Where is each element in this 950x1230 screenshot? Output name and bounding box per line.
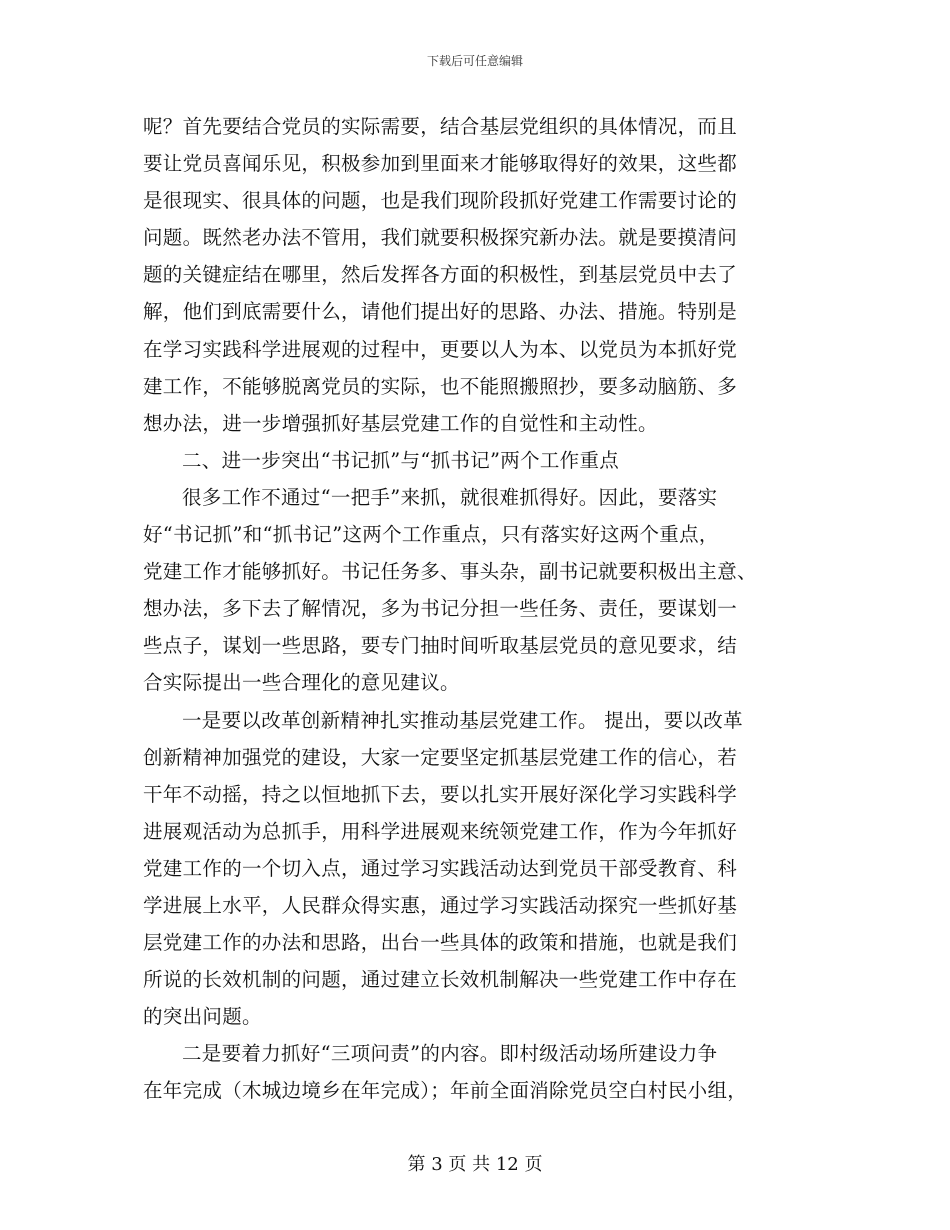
text-line: 解，他们到底需要什么，请他们提出好的思路、办法、措施。特别是 [143, 300, 738, 324]
text-line: 在学习实践科学进展观的过程中，更要以人为本、以党员为本抓好党 [143, 337, 738, 361]
text-line: 些点子，谋划一些思路，要专门抽时间听取基层党员的意见要求，结 [143, 634, 738, 658]
text-line: 学进展上水平，人民群众得实惠，通过学习实践活动探究一些抓好基 [143, 893, 738, 917]
page-header: 下载后可任意编辑 [426, 54, 523, 68]
text-line: 在年完成（木城边境乡在年完成）；年前全面消除党员空白村民小组， [143, 1079, 748, 1103]
text-line: 所说的长效机制的问题，通过建立长效机制解决一些党建工作中存在 [143, 968, 738, 992]
text-line: 党建工作的一个切入点，通过学习实践活动达到党员干部受教育、科 [143, 856, 738, 880]
text-line: 是很现实、很具体的问题，也是我们现阶段抓好党建工作需要讨论的 [143, 189, 738, 213]
text-line: 建工作，不能够脱离党员的实际，也不能照搬照抄，要多动脑筋、多 [143, 374, 738, 398]
text-line: 问题。既然老办法不管用，我们就要积极探究新办法。就是要摸清问 [143, 226, 738, 250]
text-line: 干年不动摇，持之以恒地抓下去，要以扎实开展好深化学习实践科学 [143, 782, 738, 806]
text-line: 题的关键症结在哪里，然后发挥各方面的积极性，到基层党员中去了 [143, 263, 738, 287]
document-body [143, 108, 813, 1110]
page-footer: 第 3 页 共 12 页 [407, 1154, 543, 1175]
text-line: 呢？首先要结合党员的实际需要，结合基层党组织的具体情况，而且 [143, 115, 738, 138]
text-line: 二是要着力抓好“三项问责”的内容。即村级活动场所建设力争 [182, 1042, 718, 1066]
text-line: 的突出问题。 [143, 1005, 262, 1029]
text-line: 层党建工作的办法和思路，出台一些具体的政策和措施，也就是我们 [143, 931, 738, 955]
section-heading: 二、进一步突出“书记抓”与“抓书记”两个工作重点 [182, 448, 620, 472]
text-line: 想办法，多下去了解情况，多为书记分担一些任务、责任，要谋划一 [143, 597, 738, 621]
text-line: 合实际提出一些合理化的意见建议。 [143, 671, 460, 695]
text-line: 进展观活动为总抓手，用科学进展观来统领党建工作，作为今年抓好 [143, 819, 738, 843]
text-line: 要让党员喜闻乐见，积极参加到里面来才能够取得好的效果，这些都 [143, 152, 738, 176]
text-line: 好“书记抓”和“抓书记”这两个工作重点，只有落实好这两个重点， [143, 523, 719, 547]
text-line: 一是要以改革创新精神扎实推动基层党建工作。 提出，要以改革 [182, 708, 743, 732]
text-line: 创新精神加强党的建设，大家一定要坚定抓基层党建工作的信心，若 [143, 745, 738, 769]
text-line: 党建工作才能够抓好。书记任务多、事头杂，副书记就要积极出主意、 [143, 560, 757, 584]
text-line: 很多工作不通过“一把手”来抓，就很难抓得好。因此，要落实 [182, 485, 718, 509]
text-line: 想办法，进一步增强抓好基层党建工作的自觉性和主动性。 [143, 411, 658, 435]
